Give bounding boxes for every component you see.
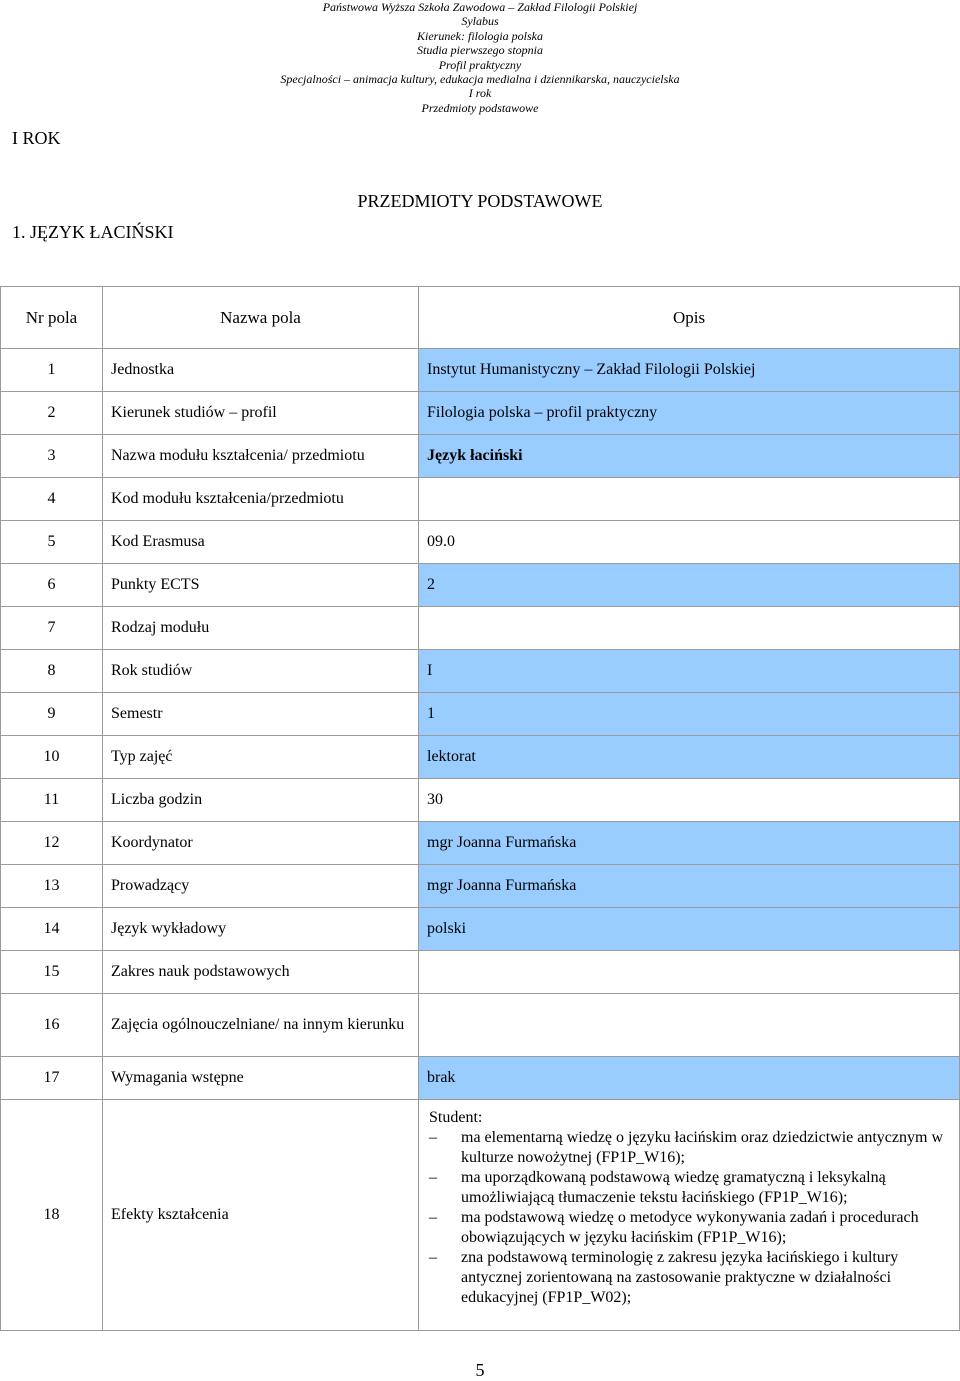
- header-line: Kierunek: filologia polska: [417, 28, 543, 43]
- row-number: 12: [1, 822, 103, 865]
- effect-text: zna podstawową terminologię z zakresu języka łacińskiego i kultury antycznej zorientowaną na zastosowanie praktyczne w działalności edukacyjnej (FP1P_W02);: [461, 1249, 899, 1306]
- table-row: [1, 650, 960, 693]
- row-number: 11: [1, 779, 103, 822]
- field-value: Język łaciński: [419, 435, 960, 478]
- effects-list: [429, 1128, 949, 1308]
- field-value: Filologia polska – profil praktyczny: [419, 392, 960, 435]
- field-name: Kod Erasmusa: [103, 521, 419, 564]
- field-name: Kod modułu kształcenia/przedmiotu: [103, 478, 419, 521]
- field-value: 09.0: [419, 521, 960, 564]
- row-number: 4: [1, 478, 103, 521]
- field-value: 1: [419, 693, 960, 736]
- table-row: [1, 349, 960, 392]
- table-header-row: [1, 287, 960, 349]
- table-row: [1, 564, 960, 607]
- field-name: Kierunek studiów – profil: [103, 392, 419, 435]
- field-name: Prowadzący: [103, 865, 419, 908]
- list-item: [429, 1128, 949, 1168]
- dash-icon: –: [429, 1129, 437, 1146]
- header-line: Studia pierwszego stopnia: [416, 43, 543, 58]
- table-row: [1, 435, 960, 478]
- field-name: Wymagania wstępne: [103, 1057, 419, 1100]
- table-row: [1, 521, 960, 564]
- row-number: 2: [1, 392, 103, 435]
- field-name: Efekty kształcenia: [103, 1100, 419, 1331]
- field-value: mgr Joanna Furmańska: [419, 822, 960, 865]
- field-value: [419, 478, 960, 521]
- dash-icon: –: [429, 1169, 437, 1186]
- row-number: 1: [1, 349, 103, 392]
- row-number: 17: [1, 1057, 103, 1100]
- field-value: 30: [419, 779, 960, 822]
- effect-text: ma podstawową wiedzę o metodyce wykonywania zadań i procedurach obowiązujących w języku łacińskim (FP1P_W16);: [461, 1209, 919, 1246]
- row-number: 3: [1, 435, 103, 478]
- dash-icon: –: [429, 1209, 437, 1226]
- field-value: [419, 994, 960, 1057]
- field-value: brak: [419, 1057, 960, 1100]
- table-row: [1, 736, 960, 779]
- list-item: [429, 1208, 949, 1248]
- table-row: [1, 994, 960, 1057]
- list-item: [429, 1168, 949, 1208]
- header-line: Państwowa Wyższa Szkoła Zawodowa – Zakład Filologii Polskiej: [322, 0, 638, 14]
- field-value: 2: [419, 564, 960, 607]
- table-row: [1, 908, 960, 951]
- field-name: Semestr: [103, 693, 419, 736]
- row-number: 18: [1, 1100, 103, 1331]
- header-name: Nazwa pola: [103, 287, 419, 349]
- row-number: 5: [1, 521, 103, 564]
- field-name: Typ zajęć: [103, 736, 419, 779]
- dash-icon: –: [429, 1249, 437, 1266]
- row-number: 16: [1, 994, 103, 1057]
- field-name: Nazwa modułu kształcenia/ przedmiotu: [103, 435, 419, 478]
- row-number: 6: [1, 564, 103, 607]
- header-nr: Nr pola: [1, 287, 103, 349]
- syllabus-table: [0, 286, 960, 1331]
- table-row: [1, 779, 960, 822]
- field-name: Koordynator: [103, 822, 419, 865]
- field-value: [419, 951, 960, 994]
- field-name: Język wykładowy: [103, 908, 419, 951]
- table-row: [1, 865, 960, 908]
- row-number: 7: [1, 607, 103, 650]
- effect-text: ma uporządkowaną podstawową wiedzę gramatyczną i leksykalną umożliwiającą tłumaczenie tekstu łacińskiego (FP1P_W16);: [461, 1169, 886, 1206]
- document-header: [0, 0, 960, 115]
- field-value-effects: [419, 1100, 960, 1331]
- field-value: Instytut Humanistyczny – Zakład Filologii Polskiej: [419, 349, 960, 392]
- field-name: Jednostka: [103, 349, 419, 392]
- header-description: Opis: [419, 287, 960, 349]
- table-row: [1, 693, 960, 736]
- field-name: Rodzaj modułu: [103, 607, 419, 650]
- field-name: Rok studiów: [103, 650, 419, 693]
- field-name: Punkty ECTS: [103, 564, 419, 607]
- effects-intro: Student:: [429, 1109, 483, 1126]
- table-row: [1, 1057, 960, 1100]
- field-name: Zajęcia ogólnouczelniane/ na innym kierunku: [103, 994, 419, 1057]
- list-item: [429, 1248, 949, 1308]
- table-row-effects: [1, 1100, 960, 1331]
- header-line: Przedmioty podstawowe: [421, 100, 539, 115]
- page-number: 5: [475, 1360, 485, 1380]
- section-title: PRZEDMIOTY PODSTAWOWE: [357, 191, 603, 211]
- row-number: 15: [1, 951, 103, 994]
- effect-text: ma elementarną wiedzę o języku łacińskim oraz dziedzictwie antycznym w kulturze nowożytnej (FP1P_W16);: [461, 1129, 944, 1166]
- row-number: 8: [1, 650, 103, 693]
- header-line: Profil praktyczny: [438, 57, 522, 72]
- table-row: [1, 951, 960, 994]
- row-number: 14: [1, 908, 103, 951]
- table-row: [1, 392, 960, 435]
- row-number: 10: [1, 736, 103, 779]
- table-row: [1, 607, 960, 650]
- field-value: [419, 607, 960, 650]
- row-number: 9: [1, 693, 103, 736]
- field-value: I: [419, 650, 960, 693]
- header-line: Sylabus: [461, 14, 499, 29]
- field-name: Zakres nauk podstawowych: [103, 951, 419, 994]
- field-value: polski: [419, 908, 960, 951]
- field-value: mgr Joanna Furmańska: [419, 865, 960, 908]
- subject-title: 1. JĘZYK ŁACIŃSKI: [12, 222, 174, 242]
- header-line: Specjalności – animacja kultury, edukacja medialna i dziennikarska, nauczycielska: [280, 72, 680, 87]
- row-number: 13: [1, 865, 103, 908]
- field-value: lektorat: [419, 736, 960, 779]
- table-row: [1, 822, 960, 865]
- table-row: [1, 478, 960, 521]
- field-name: Liczba godzin: [103, 779, 419, 822]
- year-label: I ROK: [12, 128, 61, 148]
- header-line: I rok: [468, 86, 492, 101]
